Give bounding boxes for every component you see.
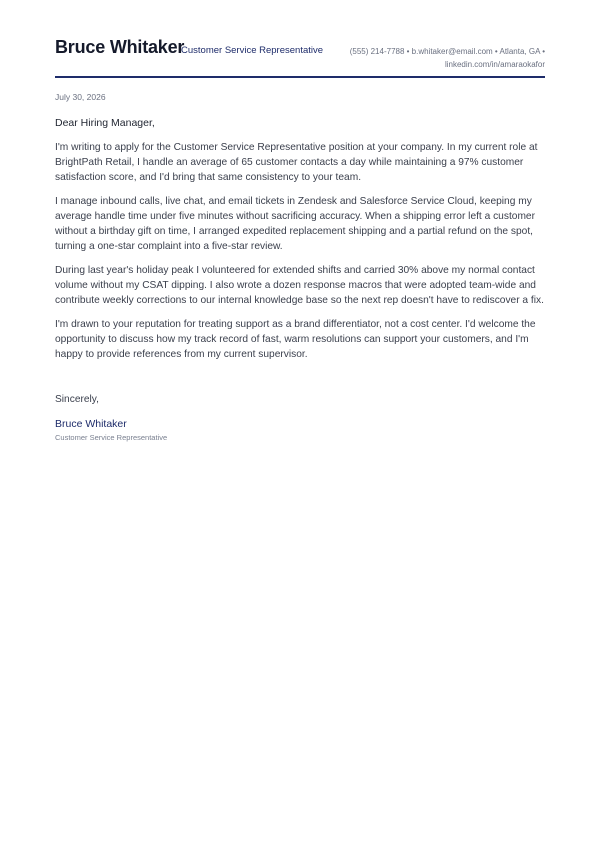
- contact-line-2: linkedin.com/in/amaraokafor: [444, 60, 545, 69]
- cover-letter-page: [55, 0, 545, 442]
- letter-closing: Sincerely,: [55, 394, 99, 405]
- signature-name: Bruce Whitaker: [55, 418, 127, 430]
- letter-body: [55, 140, 549, 371]
- applicant-name: Bruce Whitaker: [55, 37, 185, 57]
- letter-date: July 30, 2026: [55, 92, 106, 102]
- body-paragraph-3: During last year's holiday peak I volunteered for extended shifts and carried 30% above my normal contact volume without my CSAT dipping. I also wrote a dozen response macros that were adopted team-wide and contribute weekly corrections to our internal knowledge base so the next rep doesn't have to rediscover a fix.: [55, 265, 544, 306]
- contact-info: [335, 45, 545, 71]
- applicant-role: Customer Service Representative: [181, 45, 324, 56]
- letter-header: [55, 0, 545, 78]
- body-paragraph-2: I manage inbound calls, live chat, and email tickets in Zendesk and Salesforce Service Cloud, keeping my average handle time under five minutes without sacrificing accuracy. When a shipping error left a customer without a birthday gift on time, I arranged expedited replacement shipping and a partial refund on the spot, turning a one-star complaint into a five-star review.: [55, 196, 535, 252]
- contact-line-1: (555) 214-7788 • b.whitaker@email.com • Atlanta, GA •: [349, 47, 545, 56]
- signature-title: Customer Service Representative: [55, 433, 168, 442]
- letter-greeting: Dear Hiring Manager,: [55, 117, 155, 129]
- body-paragraph-4: I'm drawn to your reputation for treating support as a brand differentiator, not a cost center. I'd welcome the opportunity to discuss how my track record of fast, warm resolutions can support your customers, and I'm happy to provide references from my current supervisor.: [55, 319, 536, 360]
- body-paragraph-1: I'm writing to apply for the Customer Service Representative position at your company. In my current role at BrightPath Retail, I handle an average of 65 customer contacts a day while maintaining a 97% customer satisfaction score, and I'd bring that same consistency to your team.: [55, 142, 538, 183]
